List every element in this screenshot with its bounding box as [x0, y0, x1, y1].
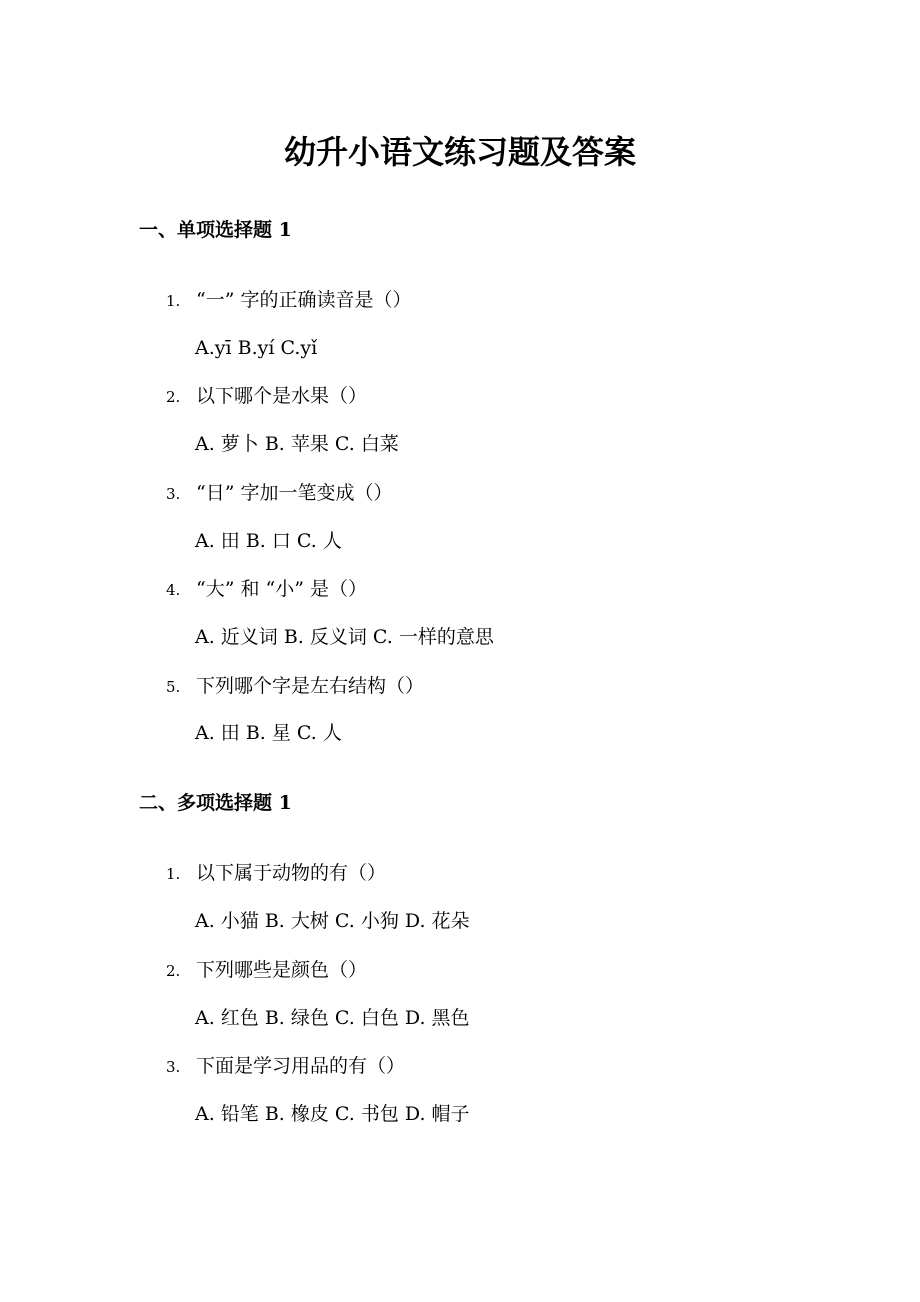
question-options: A. 铅笔 B. 橡皮 C. 书包 D. 帽子: [195, 1103, 470, 1125]
question-number: 2.: [166, 962, 181, 980]
question-text: 下面是学习用品的有（）: [196, 1055, 406, 1077]
question-text: 以下哪个是水果（）: [196, 385, 368, 407]
question-number: 1.: [166, 865, 181, 883]
question-number: 5.: [166, 678, 181, 696]
question-options: A.yī B.yí C.yǐ: [195, 337, 318, 359]
question-options: A. 田 B. 口 C. 人: [195, 530, 342, 552]
question-options: A. 红色 B. 绿色 C. 白色 D. 黑色: [195, 1007, 470, 1029]
question-item: [166, 1052, 405, 1081]
question-item: [166, 672, 424, 701]
question-item: [166, 286, 411, 315]
question-options: A. 小猫 B. 大树 C. 小狗 D. 花朵: [195, 910, 470, 932]
question-item: [166, 859, 386, 888]
question-number: 3.: [166, 485, 181, 503]
question-number: 2.: [166, 388, 181, 406]
question-number: 4.: [166, 581, 181, 599]
question-number: 1.: [166, 292, 181, 310]
question-text: 下列哪个字是左右结构（）: [196, 675, 425, 697]
document-title: 幼升小语文练习题及答案: [283, 133, 636, 171]
question-text: 以下属于动物的有（）: [196, 862, 387, 884]
question-text: “一” 字的正确读音是（）: [196, 289, 412, 311]
question-options: A. 田 B. 星 C. 人: [195, 722, 342, 744]
question-options: A. 萝卜 B. 苹果 C. 白菜: [195, 433, 399, 455]
question-item: [166, 575, 367, 604]
question-item: [166, 956, 367, 985]
question-item: [166, 382, 367, 411]
question-text: 下列哪些是颜色（）: [196, 959, 368, 981]
question-item: [166, 479, 392, 508]
section-heading-single-choice: 一、单项选择题 1: [139, 219, 292, 241]
question-options: A. 近义词 B. 反义词 C. 一样的意思: [195, 626, 494, 648]
question-text: “日” 字加一笔变成（）: [196, 482, 393, 504]
question-number: 3.: [166, 1058, 181, 1076]
section-heading-multiple-choice: 二、多项选择题 1: [139, 792, 292, 814]
question-text: “大” 和 “小” 是（）: [196, 578, 367, 600]
